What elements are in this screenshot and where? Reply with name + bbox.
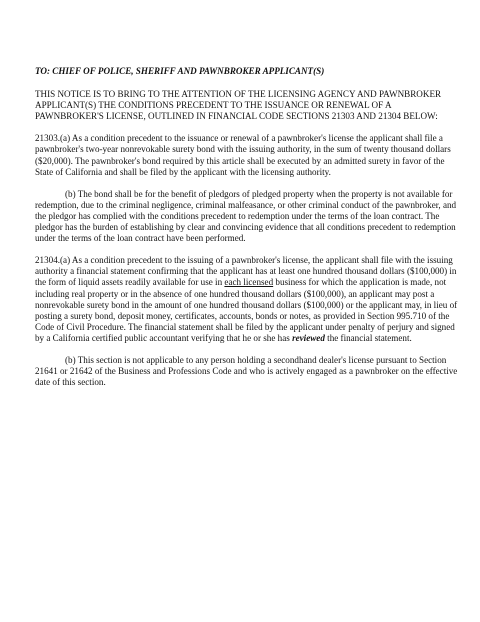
section-21304a <box>35 255 461 344</box>
section-21304a-text-2: business for which the application is made, not including real property or in the absence of one hundred thousand dollars ($100,000), an applicant may post a nonrevokable surety bond in the amount of one hundred thousand dollars ($100,000) or the applicant may, in lieu of posting a surety bond, deposit money, certificates, accounts, bonds or notes, as provided in Section 995.710 of the Code of Civil Procedure. The financial statement shall be filed by the applicant under penalty of perjury and signed by a California certified public accountant verifying that he or she has <box>35 277 458 343</box>
section-21304a-text-1: 21304.(a) As a condition precedent to the issuing of a pawnbroker's license, the applicant shall file with the issuing authority a financial statement confirming that the applicant has at least one hundred thousand dollars ($100,000) in the form of liquid assets readily available for use in <box>35 255 457 288</box>
section-21304b: (b) This section is not applicable to any person holding a secondhand dealer's license pursuant to Section 21641 or 21642 of the Business and Professions Code and who is actively engaged as a pawnbroker on the effective date of this section. <box>35 354 458 388</box>
section-21303b: (b) The bond shall be for the benefit of pledgors of pledged property when the property is not available for redemption, due to the criminal negligence, criminal malfeasance, or other criminal conduct of the pawnbroker, and the pledgor has complied with the conditions precedent to redemption under the terms of the loan contract. The pledgor has the burden of establishing by clear and convincing evidence that all conditions precedent to redemption under the terms of the loan contract have been performed. <box>35 188 457 244</box>
underlined-phrase: each licensed <box>224 277 274 288</box>
document-page <box>35 66 461 399</box>
section-21304a-text-3: the financial statement. <box>324 332 412 343</box>
notice-paragraph: THIS NOTICE IS TO BRING TO THE ATTENTION OF THE LICENSING AGENCY AND PAWNBROKER APPLICANT(S) THE CONDITIONS PRECEDENT TO THE ISSUANCE OR RENEWAL OF A PAWNBROKER'S LICENSE, OUTLINED IN FINANCIAL CODE SECTIONS 21303 AND 21304 BELOW: <box>35 89 442 122</box>
section-21303a: 21303.(a) As a condition precedent to the issuance or renewal of a pawnbroker's license the applicant shall file a pawnbroker's two-year nonrevokable surety bond with the issuing authority, in the sum of twenty thousand dollars ($20,000). The pawnbroker's bond required by this article shall be executed by an admitted surety in favor of the State of California and shall be filed by the applicant with the licensing authority. <box>35 133 451 177</box>
emphasized-word: reviewed <box>292 332 325 343</box>
document-heading: TO: CHIEF OF POLICE, SHERIFF AND PAWNBROKER APPLICANT(S) <box>35 66 325 76</box>
